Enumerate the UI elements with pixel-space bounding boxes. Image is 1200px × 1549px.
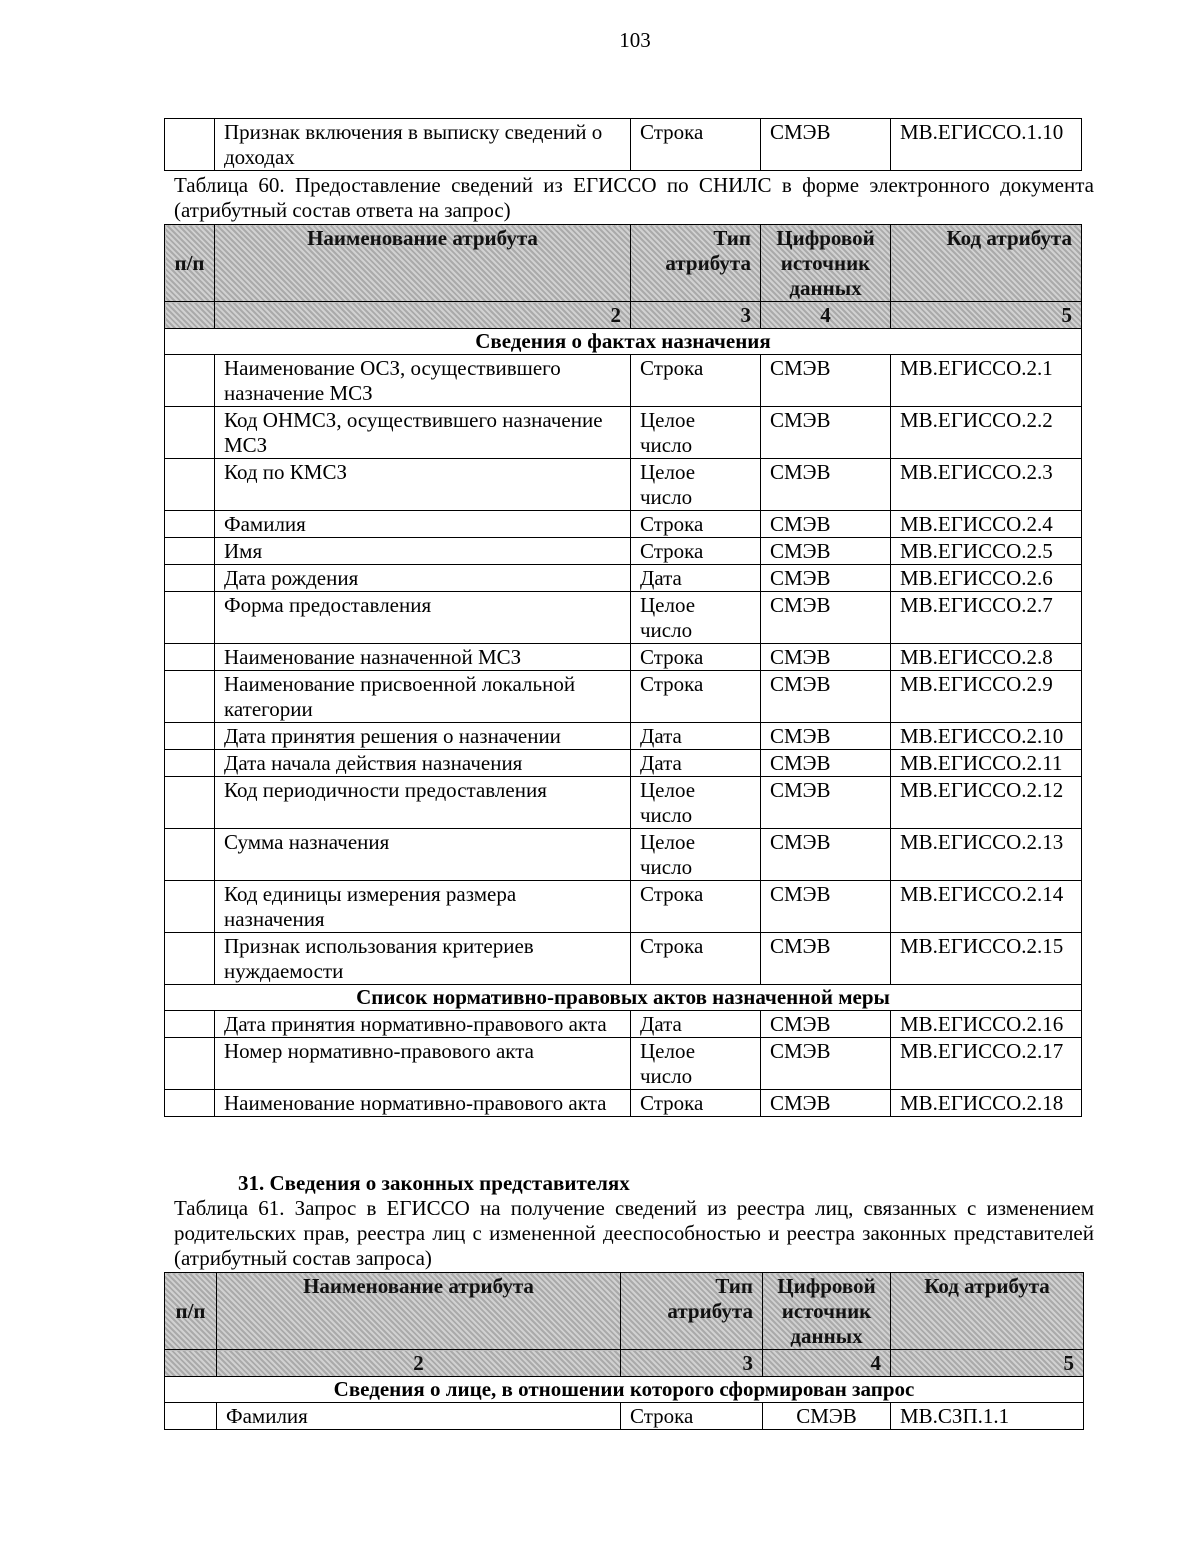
attribute-code: МВ.ЕГИССО.2.3: [891, 459, 1082, 511]
header-type: Тип атрибута: [631, 225, 761, 302]
table-header-row: [165, 1273, 1084, 1350]
table-row: [165, 1403, 1084, 1430]
table-row: [165, 511, 1082, 538]
row-number: [165, 538, 215, 565]
attribute-source: СМЭВ: [761, 407, 891, 459]
table-row: [165, 644, 1082, 671]
attribute-code: МВ.ЕГИССО.1.10: [891, 119, 1082, 171]
attribute-code: МВ.ЕГИССО.2.15: [891, 933, 1082, 985]
attribute-source: СМЭВ: [761, 750, 891, 777]
header-number-5: 5: [891, 302, 1082, 329]
attribute-type: Целое число: [631, 459, 761, 511]
attribute-name: Номер нормативно-правового акта: [215, 1038, 631, 1090]
row-number: [165, 881, 215, 933]
attribute-type: Строка: [631, 671, 761, 723]
attribute-name: Дата принятия решения о назначении: [215, 723, 631, 750]
table-row: [165, 1011, 1082, 1038]
row-number: [165, 644, 215, 671]
row-number: [165, 565, 215, 592]
attribute-code: МВ.ЕГИССО.2.4: [891, 511, 1082, 538]
attribute-name: Код единицы измерения размера назначения: [215, 881, 631, 933]
table60-section1-body: [165, 355, 1082, 985]
header-number-3: 3: [621, 1350, 763, 1377]
table60-section2-body: [165, 1011, 1082, 1117]
row-number: [165, 355, 215, 407]
header-num: п/п: [165, 1273, 217, 1350]
header-name: Наименование атрибута: [215, 225, 631, 302]
attribute-code: МВ.ЕГИССО.2.16: [891, 1011, 1082, 1038]
attribute-name: Дата принятия нормативно-правового акта: [215, 1011, 631, 1038]
header-number-4: 4: [761, 302, 891, 329]
table-header-row: [165, 225, 1082, 302]
table-row: [165, 592, 1082, 644]
table-row: [165, 1038, 1082, 1090]
row-number: [165, 511, 215, 538]
table-header-numbers: [165, 302, 1082, 329]
header-source: Цифровой источник данных: [763, 1273, 891, 1350]
row-number: [165, 119, 215, 171]
attribute-name: Фамилия: [217, 1403, 621, 1430]
table-row: [165, 933, 1082, 985]
top-table: [164, 118, 1082, 171]
header-num: п/п: [165, 225, 215, 302]
attribute-source: СМЭВ: [763, 1403, 891, 1430]
attribute-name: Код по КМСЗ: [215, 459, 631, 511]
attribute-name: Форма предоставления: [215, 592, 631, 644]
attribute-name: Наименование присвоенной локальной категории: [215, 671, 631, 723]
attribute-source: СМЭВ: [761, 644, 891, 671]
header-source: Цифровой источник данных: [761, 225, 891, 302]
header-type: Тип атрибута: [621, 1273, 763, 1350]
table-row: [165, 565, 1082, 592]
attribute-source: СМЭВ: [761, 538, 891, 565]
attribute-type: Дата: [631, 1011, 761, 1038]
section-title: Список нормативно-правовых актов назначенной меры: [165, 985, 1082, 1011]
attribute-source: СМЭВ: [761, 592, 891, 644]
section-heading: 31. Сведения о законных представителях: [238, 1171, 630, 1195]
attribute-code: МВ.ЕГИССО.2.8: [891, 644, 1082, 671]
attribute-source: СМЭВ: [761, 829, 891, 881]
table61: [164, 1272, 1084, 1430]
row-number: [165, 829, 215, 881]
attribute-name: Признак включения в выписку сведений о доходах: [215, 119, 631, 171]
section-title: Сведения о фактах назначения: [165, 329, 1082, 355]
attribute-type: Строка: [631, 119, 761, 171]
table60-caption: Таблица 60. Предоставление сведений из ЕГИССО по СНИЛС в форме электронного документа (атрибутный состав ответа на запрос): [174, 173, 1094, 222]
row-number: [165, 723, 215, 750]
row-number: [165, 933, 215, 985]
attribute-name: Наименование нормативно-правового акта: [215, 1090, 631, 1117]
attribute-source: СМЭВ: [761, 459, 891, 511]
attribute-source: СМЭВ: [761, 881, 891, 933]
header-code: Код атрибута: [891, 1273, 1084, 1350]
attribute-name: Дата рождения: [215, 565, 631, 592]
attribute-code: МВ.ЕГИССО.2.6: [891, 565, 1082, 592]
row-number: [165, 1011, 215, 1038]
attribute-type: Дата: [631, 723, 761, 750]
row-number: [165, 407, 215, 459]
table-row: [165, 538, 1082, 565]
attribute-code: МВ.ЕГИССО.2.14: [891, 881, 1082, 933]
attribute-code: МВ.СЗП.1.1: [891, 1403, 1084, 1430]
row-number: [165, 1090, 215, 1117]
table61-caption: Таблица 61. Запрос в ЕГИССО на получение сведений из реестра лиц, связанных с изменением родительских прав, реестра лиц с измененной дееспособностью и реестра законных представителей (атрибутный состав запроса): [174, 1196, 1094, 1270]
row-number: [165, 671, 215, 723]
attribute-name: Наименование назначенной МСЗ: [215, 644, 631, 671]
attribute-source: СМЭВ: [761, 777, 891, 829]
header-number-4: 4: [763, 1350, 891, 1377]
row-number: [165, 1403, 217, 1430]
page-number: 103: [619, 28, 651, 52]
table-row: [165, 459, 1082, 511]
header-number-2: 2: [217, 1350, 621, 1377]
attribute-name: Признак использования критериев нуждаемости: [215, 933, 631, 985]
attribute-code: МВ.ЕГИССО.2.13: [891, 829, 1082, 881]
attribute-source: СМЭВ: [761, 933, 891, 985]
row-number: [165, 459, 215, 511]
attribute-source: СМЭВ: [761, 1038, 891, 1090]
attribute-source: СМЭВ: [761, 1090, 891, 1117]
table-row: [165, 881, 1082, 933]
attribute-type: Целое число: [631, 407, 761, 459]
attribute-name: Код периодичности предоставления: [215, 777, 631, 829]
attribute-type: Строка: [631, 1090, 761, 1117]
table-row: [165, 407, 1082, 459]
attribute-source: СМЭВ: [761, 119, 891, 171]
attribute-source: СМЭВ: [761, 355, 891, 407]
section-row: [165, 1377, 1084, 1403]
attribute-code: МВ.ЕГИССО.2.9: [891, 671, 1082, 723]
attribute-type: Целое число: [631, 777, 761, 829]
attribute-source: СМЭВ: [761, 565, 891, 592]
table-row: [165, 671, 1082, 723]
row-number: [165, 750, 215, 777]
table60: [164, 224, 1082, 1117]
header-number-3: 3: [631, 302, 761, 329]
attribute-type: Строка: [631, 881, 761, 933]
attribute-name: Дата начала действия назначения: [215, 750, 631, 777]
table-header-numbers: [165, 1350, 1084, 1377]
table61-section1-body: [165, 1403, 1084, 1430]
table-row: [165, 355, 1082, 407]
attribute-source: СМЭВ: [761, 671, 891, 723]
attribute-code: МВ.ЕГИССО.2.12: [891, 777, 1082, 829]
attribute-type: Целое число: [631, 829, 761, 881]
attribute-code: МВ.ЕГИССО.2.10: [891, 723, 1082, 750]
row-number: [165, 1038, 215, 1090]
attribute-type: Дата: [631, 750, 761, 777]
table-row: [165, 750, 1082, 777]
attribute-type: Строка: [631, 355, 761, 407]
attribute-source: СМЭВ: [761, 511, 891, 538]
attribute-type: Строка: [631, 511, 761, 538]
table-row: [165, 777, 1082, 829]
header-number-5: 5: [891, 1350, 1084, 1377]
attribute-type: Целое число: [631, 592, 761, 644]
table-row: [165, 829, 1082, 881]
section-row: [165, 329, 1082, 355]
row-number: [165, 592, 215, 644]
attribute-type: Дата: [631, 565, 761, 592]
attribute-code: МВ.ЕГИССО.2.17: [891, 1038, 1082, 1090]
table-row: [165, 1090, 1082, 1117]
attribute-source: СМЭВ: [761, 723, 891, 750]
attribute-source: СМЭВ: [761, 1011, 891, 1038]
attribute-name: Имя: [215, 538, 631, 565]
attribute-type: Целое число: [631, 1038, 761, 1090]
header-code: Код атрибута: [891, 225, 1082, 302]
attribute-type: Строка: [631, 644, 761, 671]
attribute-name: Код ОНМСЗ, осуществившего назначение МСЗ: [215, 407, 631, 459]
section-title: Сведения о лице, в отношении которого сформирован запрос: [165, 1377, 1084, 1403]
attribute-type: Строка: [631, 538, 761, 565]
attribute-type: Строка: [621, 1403, 763, 1430]
attribute-type: Строка: [631, 933, 761, 985]
attribute-code: МВ.ЕГИССО.2.5: [891, 538, 1082, 565]
attribute-code: МВ.ЕГИССО.2.11: [891, 750, 1082, 777]
attribute-code: МВ.ЕГИССО.2.7: [891, 592, 1082, 644]
section-row: [165, 985, 1082, 1011]
header-number-2: 2: [215, 302, 631, 329]
attribute-name: Наименование ОСЗ, осуществившего назначение МСЗ: [215, 355, 631, 407]
table-row: [165, 119, 1082, 171]
table-row: [165, 723, 1082, 750]
attribute-code: МВ.ЕГИССО.2.18: [891, 1090, 1082, 1117]
attribute-name: Сумма назначения: [215, 829, 631, 881]
attribute-name: Фамилия: [215, 511, 631, 538]
attribute-code: МВ.ЕГИССО.2.1: [891, 355, 1082, 407]
attribute-code: МВ.ЕГИССО.2.2: [891, 407, 1082, 459]
row-number: [165, 777, 215, 829]
header-name: Наименование атрибута: [217, 1273, 621, 1350]
